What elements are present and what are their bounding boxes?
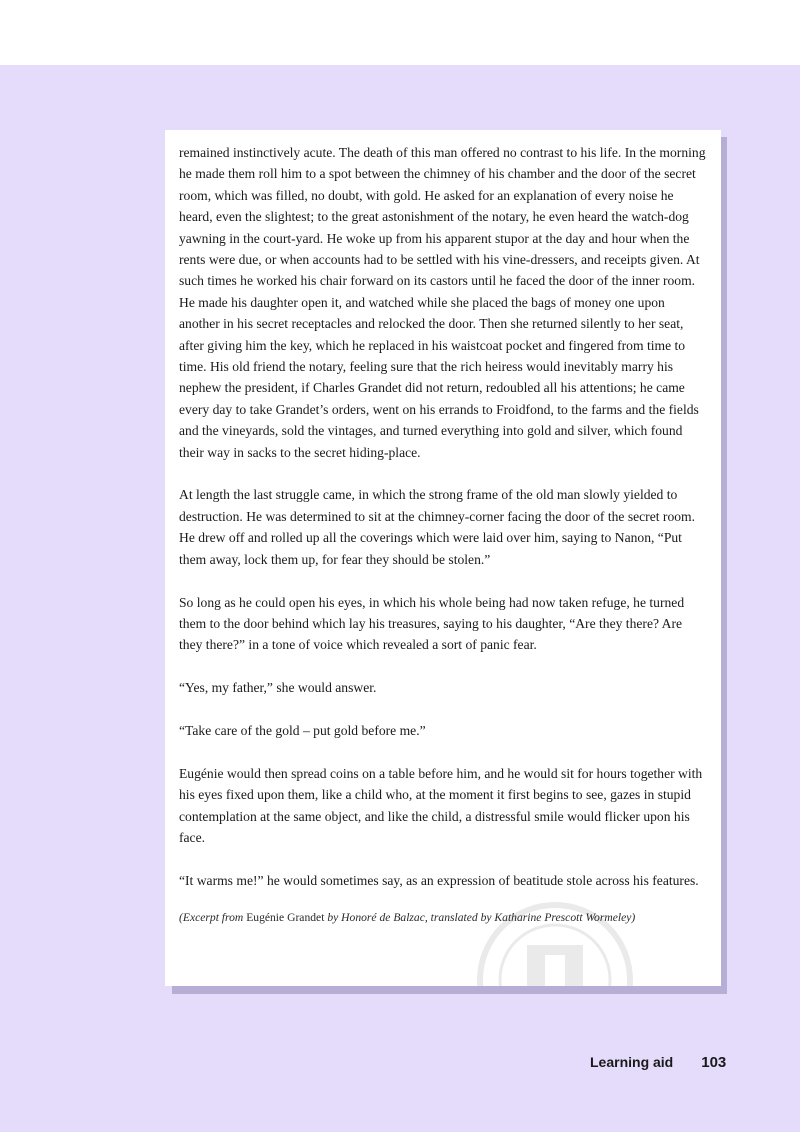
credit-book-title: Eugénie Grandet xyxy=(246,910,325,924)
credit-suffix: by Honoré de Balzac, translated by Katharine Prescott Wormeley) xyxy=(324,910,636,924)
paragraph-4: “Yes, my father,” she would answer. xyxy=(179,680,377,696)
page-number: 103 xyxy=(701,1054,727,1071)
top-margin xyxy=(0,0,800,65)
credit-prefix: (Excerpt from xyxy=(179,910,247,924)
paragraph-1: remained instinctively acute. The death of this man offered no contrast to his life. In the morning he made them roll him to a spot between the chimney of his chamber and the door of the secret room, which was filled, no doubt, with gold. He asked for an explanation of every noise he heard, even the slightest; to the great astonishment of the notary, he even heard the watch-dog yawning in the court-yard. He woke up from his apparent stupor at the day and hour when the rents were due, or when accounts had to be settled with his vine-dressers, and receipts given. At such times he worked his chair forward on its castors until he faced the door of the inner room. He made his daughter open it, and watched while she placed the bags of money one upon another in his secret receptacles and relocked the door. Then she returned silently to her seat, after giving him the key, which he replaced in his waistcoat pocket and fingered from time to time. His old friend the notary, feeling sure that the rich heiress would inevitably marry his nephew the president, if Charles Grandet did not return, redoubled all his attentions; he came every day to take Grandet’s orders, went on his errands to Froidfond, to the farms and the fields and the vineyards, sold the vintages, and turned everything into gold and silver, which found their way in sacks to the secret hiding-place. xyxy=(179,145,706,460)
section-label: Learning aid xyxy=(590,1054,674,1070)
page-footer xyxy=(590,1054,726,1078)
excerpt-card xyxy=(165,130,721,986)
paragraph-3: So long as he could open his eyes, in which his whole being had now taken refuge, he turned them to the door behind which lay his treasures, saying to his daughter, “Are they there? Are they there?” in a tone of voice which revealed a sort of panic fear. xyxy=(179,594,685,653)
paragraph-5: “Take care of the gold – put gold before me.” xyxy=(179,722,426,738)
paragraph-7: “It warms me!” he would sometimes say, as an expression of beatitude stole across his features. xyxy=(179,872,699,888)
paragraph-6: Eugénie would then spread coins on a table before him, and he would sit for hours together with his eyes fixed upon them, like a child who, at the moment it first begins to see, gazes in stupid contemplation at the same object, and like the child, a distressful smile would flicker upon his face. xyxy=(179,765,703,845)
source-credit xyxy=(179,909,707,927)
paragraph-2: At length the last struggle came, in which the strong frame of the old man slowly yielded to destruction. He was determined to sit at the chimney-corner facing the door of the secret room. He drew off and rolled up all the coverings which were laid over him, saying to Nanon, “Put them away, lock them up, for fear they should be stolen.” xyxy=(179,487,696,567)
